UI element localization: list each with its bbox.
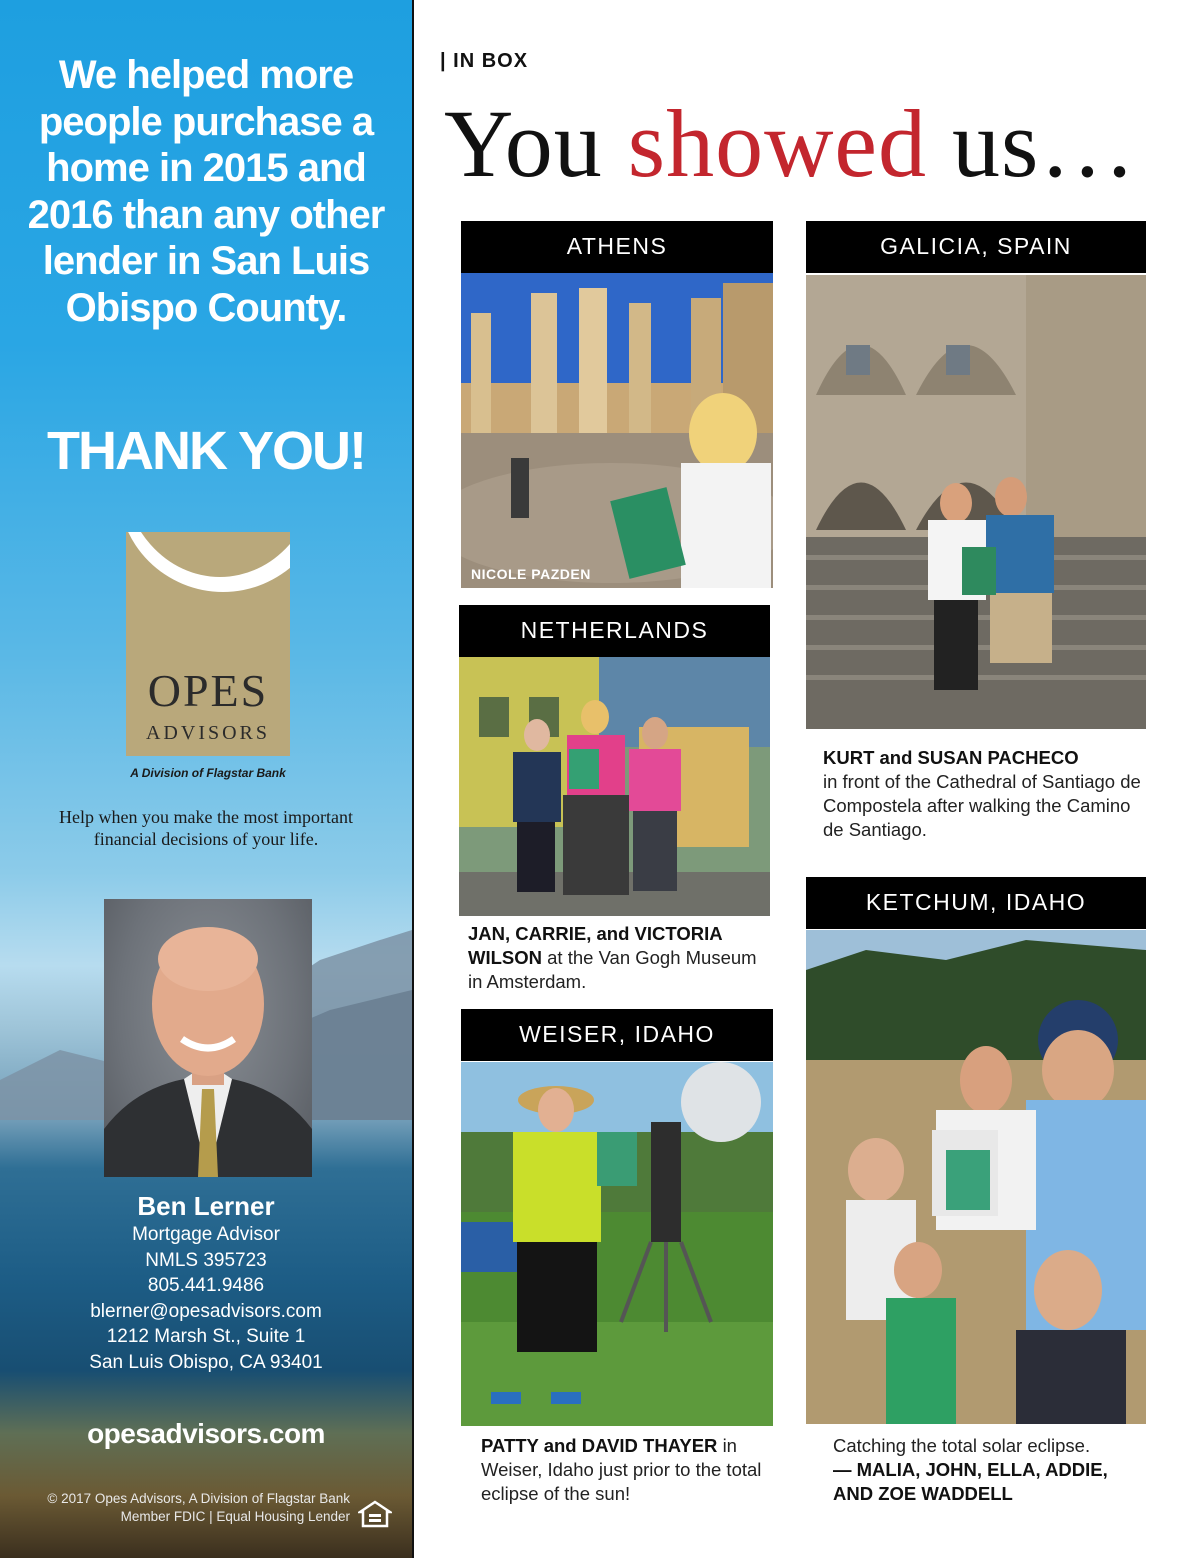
eclipse-viewing-scene — [461, 1062, 773, 1426]
title-accent-word: showed — [627, 90, 928, 197]
caption-netherlands: JAN, CARRIE, and VICTORIA WILSON at the Van Gogh Museum in Amsterdam. — [468, 923, 757, 992]
ad-thank-you: THANK YOU! — [46, 421, 365, 481]
photo-credit-athens: NICOLE PAZDEN — [471, 566, 591, 582]
caption-names-galicia: KURT and SUSAN PACHECO — [823, 747, 1079, 768]
photo-athens — [461, 273, 773, 588]
caption-names-netherlands: JAN, CARRIE, and VICTORIA WILSON — [468, 923, 722, 968]
photo-weiser — [461, 1062, 773, 1426]
advisor-phone[interactable]: 805.441.9486 — [147, 1275, 265, 1297]
opes-advisors-logo — [126, 532, 290, 756]
fine-print-line-1: © 2017 Opes Advisors, A Division of Flagstar Bank — [47, 1491, 350, 1506]
location-bar-netherlands: NETHERLANDS — [459, 605, 770, 657]
ad-tagline: Help when you make the most important financial decisions of your life. — [59, 807, 353, 849]
family-eclipse-scene — [806, 930, 1146, 1424]
section-tag-label: IN BOX — [453, 50, 529, 72]
advisor-nmls: NMLS 395723 — [145, 1249, 267, 1271]
address-line-2: San Luis Obispo, CA 93401 — [89, 1351, 323, 1373]
division-label: A Division of Flagstar Bank — [130, 766, 286, 780]
headshot-illustration — [104, 899, 312, 1177]
logo-subword: ADVISORS — [145, 722, 271, 744]
location-bar-galicia: GALICIA, SPAIN — [806, 221, 1146, 273]
photo-netherlands — [459, 657, 770, 916]
legal-fine-print — [20, 1490, 350, 1526]
address-line-1: 1212 Marsh St., Suite 1 — [106, 1326, 306, 1348]
location-bar-athens: ATHENS — [461, 221, 773, 273]
advisor-name: Ben Lerner — [137, 1191, 275, 1221]
caption-galicia: KURT and SUSAN PACHECO in front of the Cathedral of Santiago de Compostela after walking the Camino de Santiago. — [823, 747, 1141, 840]
advisor-title: Mortgage Advisor — [132, 1224, 280, 1245]
ad-headline: We helped more people purchase a home in 2015 and 2016 than any other lender in San Luis Obispo County. — [27, 53, 385, 330]
van-gogh-museum-scene — [459, 657, 770, 916]
page-title: You showed us… — [444, 90, 1137, 197]
website-link[interactable]: opesadvisors.com — [87, 1418, 325, 1449]
photo-galicia — [806, 275, 1146, 729]
caption-ketchum: Catching the total solar eclipse. — MALIA, JOHN, ELLA, ADDIE, AND ZOE WADDELL — [833, 1435, 1108, 1504]
advisor-headshot — [104, 899, 312, 1177]
advisor-email[interactable]: blerner@opesadvisors.com — [90, 1300, 322, 1322]
cathedral-steps-scene — [806, 275, 1146, 729]
caption-weiser: PATTY and DAVID THAYER in Weiser, Idaho just prior to the total eclipse of the sun! — [481, 1435, 762, 1504]
athens-ruins-scene — [461, 273, 773, 588]
caption-names-ketchum: — MALIA, JOHN, ELLA, ADDIE, AND ZOE WADDELL — [833, 1459, 1108, 1504]
caption-names-weiser: PATTY and DAVID THAYER — [481, 1435, 718, 1456]
location-bar-weiser: WEISER, IDAHO — [461, 1009, 773, 1061]
logo-wordmark: OPES — [147, 665, 269, 716]
opes-advisors-ad — [0, 0, 412, 1558]
location-bar-ketchum: KETCHUM, IDAHO — [806, 877, 1146, 929]
column-divider — [412, 0, 414, 1558]
photo-ketchum — [806, 930, 1146, 1424]
equal-housing-icon — [358, 1500, 392, 1528]
section-tag: | IN BOX — [440, 50, 529, 72]
fine-print-line-2: Member FDIC | Equal Housing Lender — [120, 1509, 350, 1524]
advisor-contact-block — [0, 1190, 412, 1376]
